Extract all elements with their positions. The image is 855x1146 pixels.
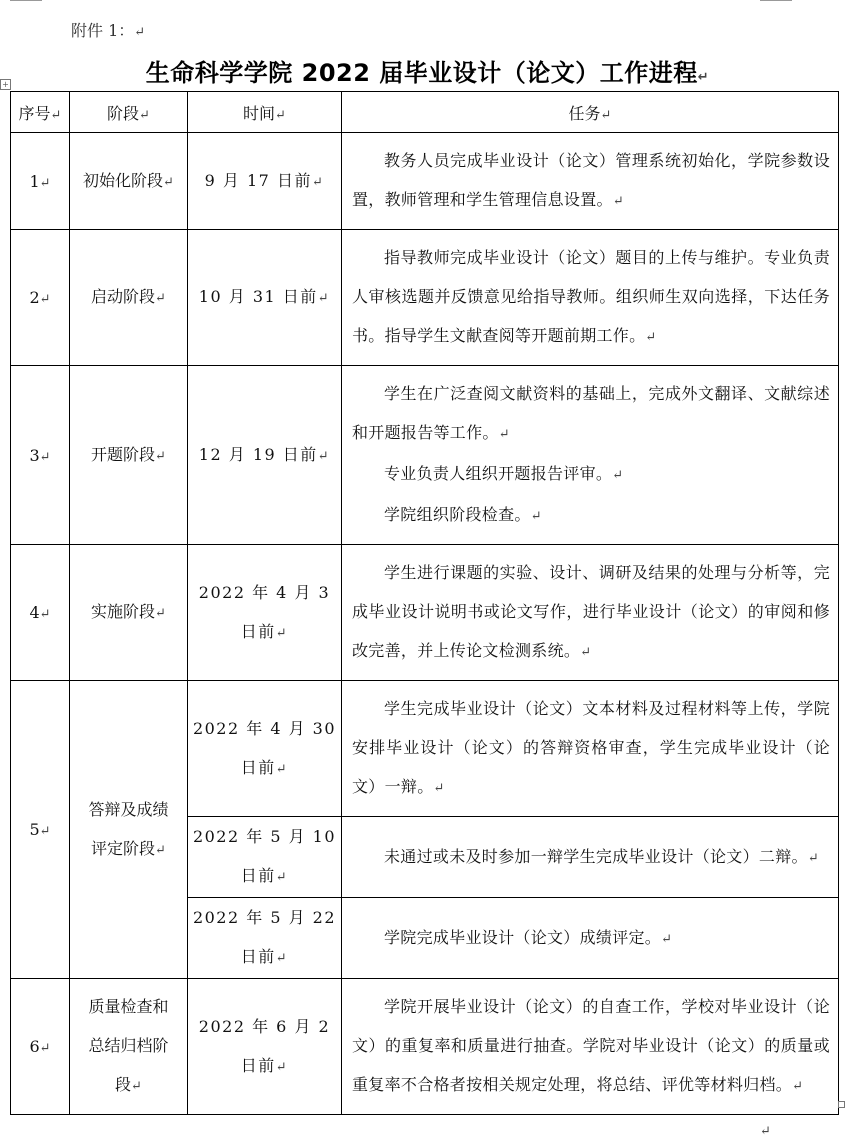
- task-cell: [342, 366, 839, 545]
- time-cell-line: 2022 年 4 月 30: [192, 718, 337, 738]
- stage-cell: [70, 366, 188, 545]
- time-cell-line: 9 月 17 日前: [204, 170, 312, 190]
- time-cell: [188, 817, 342, 898]
- task-paragraph: 专业负责人组织开题报告评审。↵: [384, 464, 624, 483]
- paragraph-mark: ↵: [311, 174, 325, 190]
- time-cell: [188, 898, 342, 979]
- paragraph-mark: ↵: [275, 625, 289, 641]
- task-cell: [342, 979, 839, 1115]
- task-paragraph: 学生在广泛查阅文献资料的基础上，完成外文翻译、文献综述和开题报告等工作。↵: [352, 384, 830, 442]
- task-cell: [342, 681, 839, 817]
- stage-cell-line: 评定阶段: [91, 838, 156, 858]
- task-paragraph: 教务人员完成毕业设计（论文）管理系统初始化，学院参数设置，教师管理和学生管理信息设置。↵: [352, 151, 830, 209]
- stage-cell-line: 实施阶段: [91, 602, 156, 621]
- attachment-label: 附件 1：↵: [71, 21, 146, 40]
- paragraph-mark: ↵: [645, 330, 657, 345]
- stage-cell-line: 段: [115, 1075, 132, 1094]
- paragraph-mark: ↵: [39, 449, 51, 465]
- stage-cell-line: 质量检查和: [88, 997, 169, 1016]
- time-cell-line: 2022 年 4 月 3: [198, 582, 331, 602]
- time-cell-line: 日前: [240, 866, 276, 885]
- time-cell-line: 2022 年 5 月 22: [192, 908, 337, 927]
- paragraph-mark: ↵: [131, 1079, 142, 1094]
- paragraph-mark: ↵: [155, 842, 166, 858]
- table-row: [11, 133, 839, 230]
- time-cell-line: 日前: [240, 757, 276, 777]
- stage-cell: [70, 979, 188, 1115]
- header-index: 序号↵: [11, 92, 70, 133]
- paragraph-mark: ↵: [807, 850, 820, 866]
- task-cell: [342, 133, 839, 230]
- stage-cell: [70, 545, 188, 681]
- paragraph-mark: ↵: [39, 292, 51, 307]
- paragraph-mark: ↵: [275, 951, 289, 966]
- page-top-line-right: [760, 0, 792, 1]
- index-cell: 1↵: [11, 133, 70, 230]
- task-paragraph: 学院开展毕业设计（论文）的自查工作，学校对毕业设计（论文）的重复率和质量进行抽查。学院对毕业设计（论文）的质量或重复率不合格者按相关规定处理，将总结、评优等材料归档。↵: [352, 997, 830, 1094]
- task-paragraph: 指导教师完成毕业设计（论文）题目的上传与维护。专业负责人审核选题并反馈意见给指导教师。组织师生双向选择，下达任务书。指导学生文献查阅等开题前期工作。↵: [352, 248, 830, 345]
- paragraph-mark: ↵: [317, 448, 331, 464]
- paragraph-mark: ↵: [317, 291, 331, 306]
- paragraph-mark: ↵: [530, 509, 542, 524]
- paragraph-mark: ↵: [792, 1079, 804, 1094]
- paragraph-mark: ↵: [155, 448, 166, 464]
- time-cell-line: 日前: [240, 1055, 276, 1075]
- table-row: [11, 979, 839, 1115]
- task-cell: [342, 898, 839, 979]
- paragraph-mark: ↵: [661, 931, 673, 947]
- schedule-table: [10, 91, 839, 1115]
- table-row: [11, 230, 839, 366]
- table-move-handle-icon[interactable]: +: [0, 79, 11, 90]
- task-cell: [342, 817, 839, 898]
- time-cell: [188, 133, 342, 230]
- paragraph-mark: ↵: [275, 1059, 289, 1075]
- time-cell: [188, 681, 342, 817]
- index-cell: 2↵: [11, 230, 70, 366]
- paragraph-mark: ↵: [155, 606, 166, 621]
- table-row: [11, 681, 839, 817]
- paragraph-mark: ↵: [39, 607, 51, 622]
- document-title: 生命科学学院 2022 届毕业设计（论文）工作进程↵: [145, 59, 710, 87]
- task-cell: [342, 230, 839, 366]
- time-cell-line: 日前: [240, 947, 276, 966]
- paragraph-mark: ↵: [612, 194, 625, 209]
- time-cell: [188, 366, 342, 545]
- stage-cell-line: 开题阶段: [91, 444, 156, 464]
- paragraph-mark: ↵: [760, 1124, 771, 1139]
- stage-cell: [70, 230, 188, 366]
- paragraph-mark: ↵: [39, 824, 51, 839]
- paragraph-mark: ↵: [163, 174, 174, 190]
- index-cell: 3↵: [11, 366, 70, 545]
- header-task: 任务↵: [342, 92, 839, 133]
- paragraph-mark: ↵: [39, 1041, 51, 1056]
- paragraph-mark: ↵: [612, 468, 624, 483]
- task-paragraph: 学院完成毕业设计（论文）成绩评定。↵: [384, 927, 673, 947]
- header-time: 时间↵: [188, 92, 342, 133]
- table-header-row: [11, 92, 839, 133]
- task-paragraph: 学生完成毕业设计（论文）文本材料及过程材料等上传，学院安排毕业设计（论文）的答辩资格审查，学生完成毕业设计（论文）一辩。↵: [352, 699, 830, 796]
- table-row: [11, 366, 839, 545]
- time-cell-line: 日前: [240, 621, 276, 641]
- task-cell: [342, 545, 839, 681]
- time-cell-line: 10 月 31 日前: [198, 287, 318, 306]
- time-cell-line: 2022 年 5 月 10: [192, 827, 337, 846]
- stage-cell-line: 总结归档阶: [88, 1036, 169, 1055]
- index-cell: 5↵: [11, 681, 70, 979]
- paragraph-mark: ↵: [580, 645, 592, 660]
- header-stage: 阶段↵: [70, 92, 188, 133]
- table-resize-handle[interactable]: [838, 1101, 845, 1108]
- paragraph-mark: ↵: [498, 427, 510, 442]
- index-cell: 4↵: [11, 545, 70, 681]
- paragraph-mark: ↵: [275, 761, 289, 777]
- time-cell: [188, 979, 342, 1115]
- task-paragraph: 学生进行课题的实验、设计、调研及结果的处理与分析等，完成毕业设计说明书或论文写作，进行毕业设计（论文）的审阅和修改完善，并上传论文检测系统。↵: [352, 563, 830, 660]
- time-cell-line: 2022 年 6 月 2: [198, 1016, 331, 1036]
- stage-cell-line: 启动阶段: [91, 287, 156, 306]
- stage-cell-line: 初始化阶段: [83, 170, 164, 190]
- task-paragraph: 未通过或未及时参加一辩学生完成毕业设计（论文）二辩。↵: [384, 846, 820, 866]
- time-cell: [188, 545, 342, 681]
- table-row: [11, 545, 839, 681]
- time-cell: [188, 230, 342, 366]
- stage-cell: [70, 681, 188, 979]
- paragraph-mark: ↵: [39, 175, 51, 191]
- page-top-line-left: [10, 0, 42, 1]
- paragraph-mark: ↵: [433, 781, 445, 796]
- stage-cell-line: 答辩及成绩: [88, 799, 169, 819]
- index-cell: 6↵: [11, 979, 70, 1115]
- task-paragraph: 学院组织阶段检查。↵: [384, 505, 542, 524]
- time-cell-line: 12 月 19 日前: [198, 444, 318, 464]
- paragraph-mark: ↵: [275, 870, 289, 885]
- paragraph-mark: ↵: [155, 291, 166, 306]
- stage-cell: [70, 133, 188, 230]
